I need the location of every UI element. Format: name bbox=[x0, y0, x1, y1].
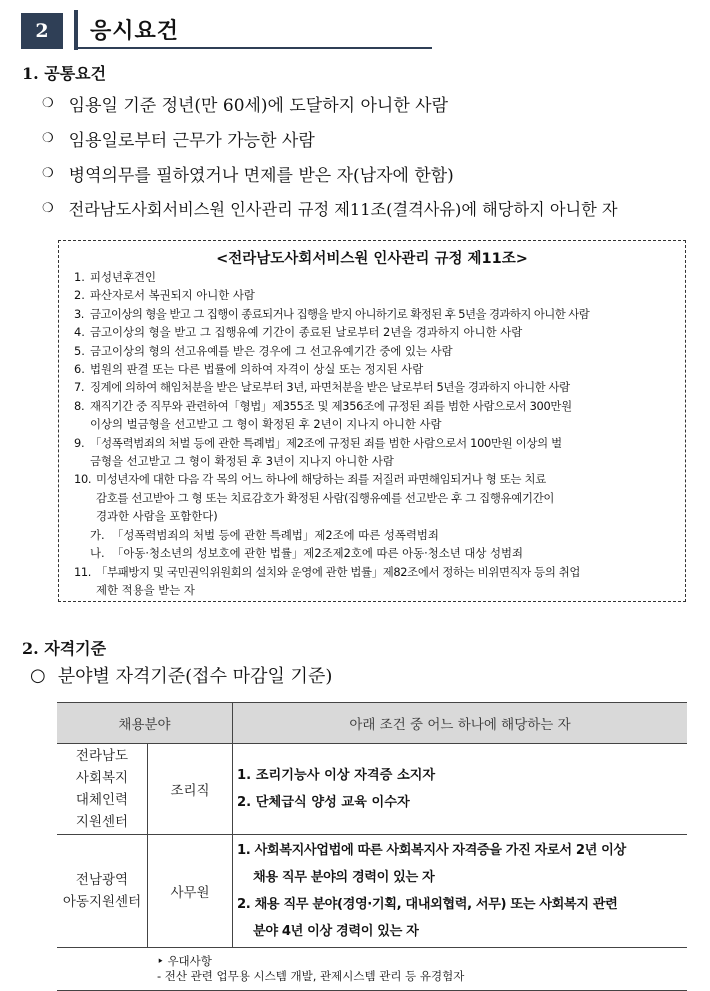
rule-line: 5. 금고이상의 형의 선고유예를 받은 경우에 그 선고유예기간 중에 있는 사람 bbox=[74, 343, 453, 358]
table-row bbox=[57, 744, 687, 835]
rule-list bbox=[74, 268, 686, 599]
job-cell: 조리직 bbox=[148, 744, 233, 835]
preference-note: ‣ 우대사항 - 전산 관련 업무용 시스템 개발, 관제시스템 관리 등 유경험자 bbox=[57, 948, 687, 991]
rule-line: 이상의 벌금형을 선고받고 그 형이 확정된 후 2년이 지나지 아니한 사람 bbox=[90, 417, 442, 432]
qual-heading: 2. 자격기준 bbox=[22, 639, 107, 658]
section-number-badge: 2 bbox=[21, 13, 63, 49]
common-item bbox=[42, 161, 454, 186]
rule-line: 경과한 사람을 포함한다) bbox=[96, 509, 218, 524]
common-item-text: 병역의무를 필하였거나 면제를 받은 자(남자에 한함) bbox=[68, 166, 454, 186]
rule-line: 3. 금고이상의 형을 받고 그 집행이 종료되거나 집행을 받지 아니하기로 확정된 후 5년을 경과하지 아니한 사람 bbox=[74, 306, 590, 321]
bullet-icon: ❍ bbox=[42, 96, 54, 111]
qualification-table bbox=[57, 702, 687, 991]
conditions-cell: 1. 사회복지사업법에 따른 사회복지사 자격증을 가진 자로서 2년 이상 채용 직무 분야의 경력이 있는 자 2. 채용 직무 분야(경영·기획, 대내외협력, 서무) 또는 사회복지 관련 분야 4년 이상 경력이 있는 자 bbox=[233, 835, 688, 948]
rule-line: 금형을 선고받고 그 형이 확정된 후 3년이 지나지 아니한 사람 bbox=[90, 454, 394, 469]
common-item bbox=[42, 126, 315, 151]
common-item bbox=[42, 91, 448, 116]
common-heading: 1. 공통요건 bbox=[22, 64, 107, 83]
common-item-text: 전라남도사회서비스원 인사관리 규정 제11조(결격사유)에 해당하지 아니한 자 bbox=[68, 200, 618, 219]
bullet-icon: ❍ bbox=[42, 166, 54, 181]
circle-bullet-icon: ○ bbox=[30, 664, 46, 686]
rule-line: 감호를 선고받아 그 형 또는 치료감호가 확정된 사람(집행유예를 선고받은 후 그 집행유예기간이 bbox=[96, 490, 555, 505]
rule-line: 9. 「성폭력범죄의 처벌 등에 관한 특례법」제2조에 규정된 죄를 범한 사람으로서 100만원 이상의 벌 bbox=[74, 435, 562, 450]
qual-subheading-row bbox=[30, 662, 332, 688]
section-divider bbox=[74, 10, 78, 50]
common-item bbox=[42, 196, 618, 220]
org-cell: 전남광역 아동지원센터 bbox=[57, 835, 148, 948]
rule-line: 4. 금고이상의 형을 받고 그 집행유예 기간이 종료된 날로부터 2년을 경과하지 아니한 사람 bbox=[74, 325, 523, 340]
rule-line: 8. 재직기간 중 직무와 관련하여「형법」제355조 및 제356조에 규정된 죄를 범한 사람으로서 300만원 bbox=[74, 398, 572, 413]
rule-line: 10. 미성년자에 대한 다음 각 목의 어느 하나에 해당하는 죄를 저질러 파면해임되거나 형 또는 치료 bbox=[74, 472, 546, 487]
job-cell: 사무원 bbox=[148, 835, 233, 948]
common-item-text: 임용일로부터 근무가 가능한 사람 bbox=[68, 131, 315, 151]
rule-line: 나. 「아동·청소년의 성보호에 관한 법률」제2조제2호에 따른 아동·청소년 대상 성범죄 bbox=[90, 546, 523, 561]
rule-title: <전라남도사회서비스원 인사관리 규정 제11조> bbox=[216, 251, 528, 267]
qual-subheading: 분야별 자격기준(접수 마감일 기준) bbox=[57, 666, 333, 687]
common-item-text: 임용일 기준 정년(만 60세)에 도달하지 아니한 사람 bbox=[68, 96, 448, 116]
rule-line: 2. 파산자로서 복권되지 아니한 사람 bbox=[74, 288, 255, 303]
section-title: 응시요건 bbox=[90, 19, 180, 44]
table-header-row bbox=[57, 703, 687, 744]
rule-line: 제한 적용을 받는 자 bbox=[96, 582, 195, 597]
rule-line: 7. 징계에 의하여 해임처분을 받은 날로부터 3년, 파면처분을 받은 날로부터 5년을 경과하지 아니한 사람 bbox=[74, 380, 570, 395]
table-note-row bbox=[57, 948, 687, 991]
header-field: 채용분야 bbox=[57, 703, 233, 744]
rule-line: 11. 「부패방지 및 국민권익위원회의 설치와 운영에 관한 법률」제82조에서 정하는 비위면직자 등의 취업 bbox=[74, 564, 581, 579]
header-conditions: 아래 조건 중 어느 하나에 해당하는 자 bbox=[233, 703, 688, 744]
bullet-icon: ❍ bbox=[42, 131, 54, 146]
conditions-cell: 1. 조리기능사 이상 자격증 소지자 2. 단체급식 양성 교육 이수자 bbox=[233, 744, 688, 835]
section-underline bbox=[78, 47, 432, 49]
rule-line: 가. 「성폭력범죄의 처벌 등에 관한 특례법」제2조에 따른 성폭력범죄 bbox=[90, 527, 439, 542]
table-row bbox=[57, 835, 687, 948]
rule-line: 6. 법원의 판결 또는 다른 법률에 의하여 자격이 상실 또는 정지된 사람 bbox=[74, 362, 424, 377]
bullet-icon: ❍ bbox=[42, 200, 54, 216]
org-cell: 전라남도 사회복지 대체인력 지원센터 bbox=[75, 748, 129, 830]
rule-line: 1. 피성년후견인 bbox=[74, 270, 157, 284]
